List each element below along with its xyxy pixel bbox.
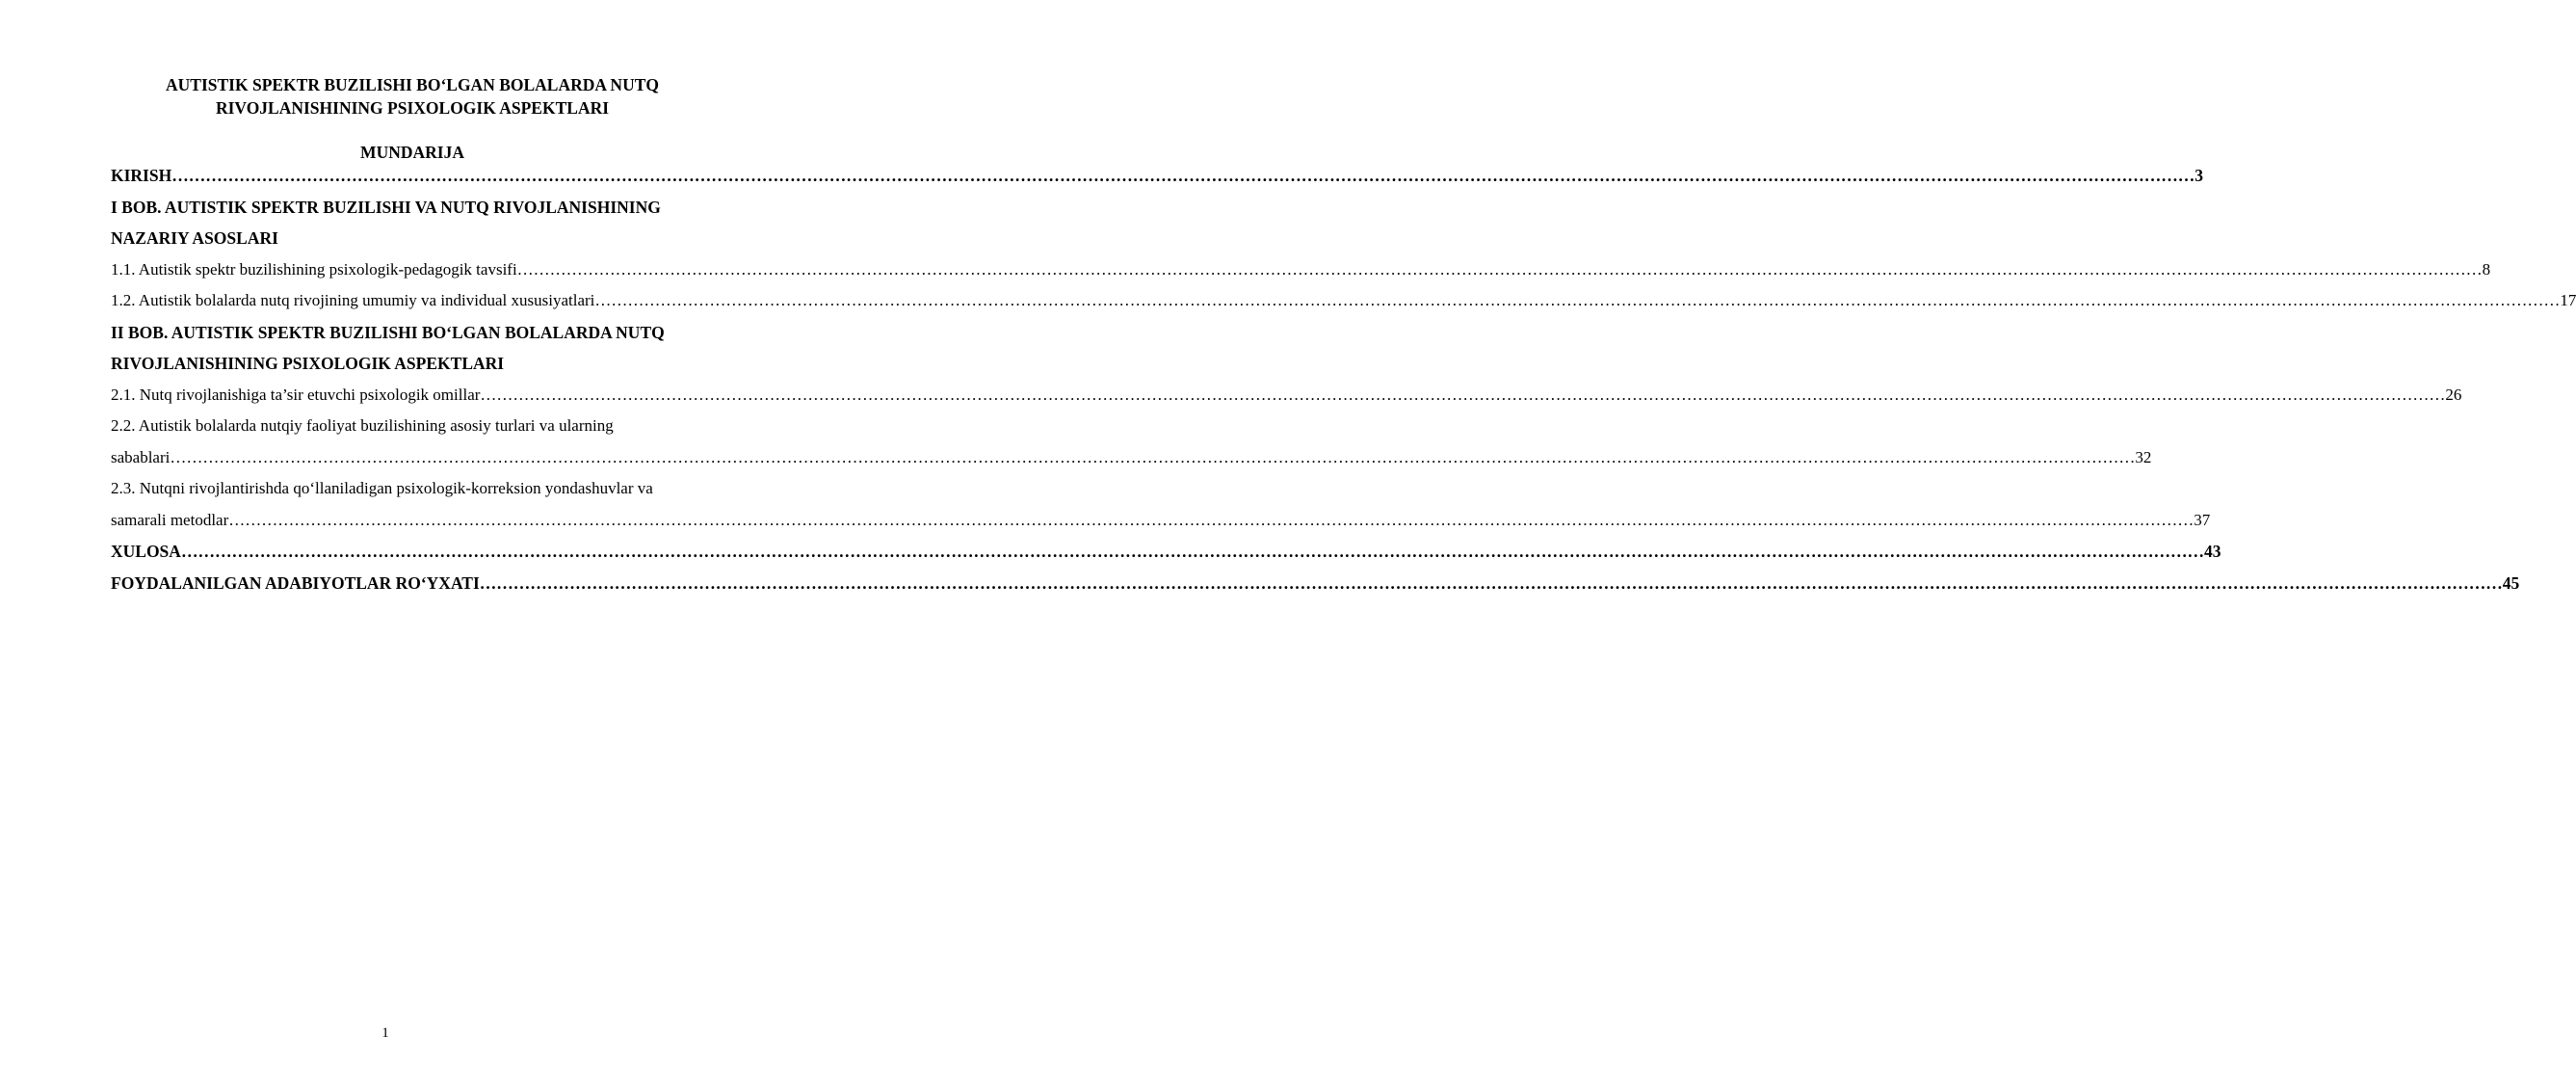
leader-dots: ………………………………………………………………………………………………………………………………………………………………………………………………………………………………………………………………………………………………………………………………: [516, 259, 2483, 279]
leader-dots: ………………………………………………………………………………………………………………………………………………………………………………………………………………………………………………………………………………………………………………………………: [170, 447, 2136, 466]
toc-entry-title: 2.1. Nutq rivojlanishiga ta’sir etuvchi psixologik omillar: [111, 385, 481, 404]
toc-entry-page: 8: [2482, 259, 2491, 279]
contents-heading: MUNDARIJA: [360, 143, 464, 162]
toc-chapter-2-line-2: RIVOJLANISHINING PSIXOLOGIK ASPEKTLARI: [111, 354, 505, 373]
toc-entry-1-2: [111, 285, 2576, 317]
page-number: 1: [381, 1025, 389, 1041]
toc-entry-kirish: [111, 160, 2203, 192]
toc-entry-2-3-line-1: 2.3. Nutqni rivojlantirishda qo‘llaniladigan psixologik-korreksion yondashuvlar va: [111, 479, 653, 497]
toc-entry-page: 43: [2203, 542, 2221, 561]
toc-entry-xulosa: [111, 536, 2221, 568]
leader-dots: ………………………………………………………………………………………………………………………………………………………………………………………………………………………………………………………………………………………………………………………………: [480, 385, 2446, 404]
toc-entry-adabiyotlar: [111, 568, 2520, 599]
toc-entry-title: XULOSA: [111, 542, 181, 561]
toc-entry-2-2: [111, 442, 2152, 474]
toc-entry-title: 1.2. Autistik bolalarda nutq rivojining umumiy va individual xususiyatlari: [111, 291, 595, 309]
toc-entry-title: 1.1. Autistik spektr buzilishining psixologik-pedagogik tavsifi: [111, 259, 517, 279]
leader-dots: ………………………………………………………………………………………………………………………………………………………………………………………………………………………………………………………………………………………………………………………………: [180, 542, 2204, 561]
leader-dots: ………………………………………………………………………………………………………………………………………………………………………………………………………………………………………………………………………………………………………………………………: [479, 572, 2503, 593]
toc-chapter-2-line-1: II BOB. AUTISTIK SPEKTR BUZILISHI BO‘LGAN BOLALARDA NUTQ: [111, 322, 665, 342]
toc-entry-page: 45: [2502, 572, 2520, 593]
leader-dots: ………………………………………………………………………………………………………………………………………………………………………………………………………………………………………………………………………………………………………………………………: [171, 166, 2195, 185]
leader-dots: ………………………………………………………………………………………………………………………………………………………………………………………………………………………………………………………………………………………………………………………………: [228, 510, 2195, 529]
leader-dots: ………………………………………………………………………………………………………………………………………………………………………………………………………………………………………………………………………………………………………………………………: [594, 291, 2561, 309]
toc-entry-2-2-line-1: 2.2. Autistik bolalarda nutqiy faoliyat buzilishining asosiy turlari va ularning: [111, 416, 614, 435]
toc-entry-page: 26: [2445, 385, 2462, 404]
toc-chapter-1-line-1: I BOB. AUTISTIK SPEKTR BUZILISHI VA NUTQ RIVOJLANISHINING: [111, 197, 661, 217]
toc-entry-page: 3: [2195, 166, 2203, 185]
toc-chapter-1-line-2: NAZARIY ASOSLARI: [111, 228, 278, 248]
toc-entry-2-1: [111, 380, 2462, 412]
toc-entry-page: 17: [2560, 291, 2576, 309]
toc-entry-page: 32: [2135, 447, 2152, 466]
title-line-2: RIVOJLANISHINING PSIXOLOGIK ASPEKTLARI: [215, 98, 610, 118]
toc-entry-title: FOYDALANILGAN ADABIYOTLAR RO‘YXATI: [111, 572, 480, 593]
toc-entry-title: sabablari: [111, 447, 171, 466]
toc-entry-title: KIRISH: [111, 166, 172, 185]
table-of-contents: [111, 160, 2576, 598]
toc-entry-title: samarali metodlar: [111, 510, 229, 529]
toc-entry-page: 37: [2194, 510, 2211, 529]
title-line-1: AUTISTIK SPEKTR BUZILISHI BO‘LGAN BOLALARDA NUTQ: [166, 75, 659, 94]
toc-entry-1-1: [111, 254, 2491, 286]
document-title: [96, 73, 728, 120]
toc-entry-2-3: [111, 505, 2211, 537]
